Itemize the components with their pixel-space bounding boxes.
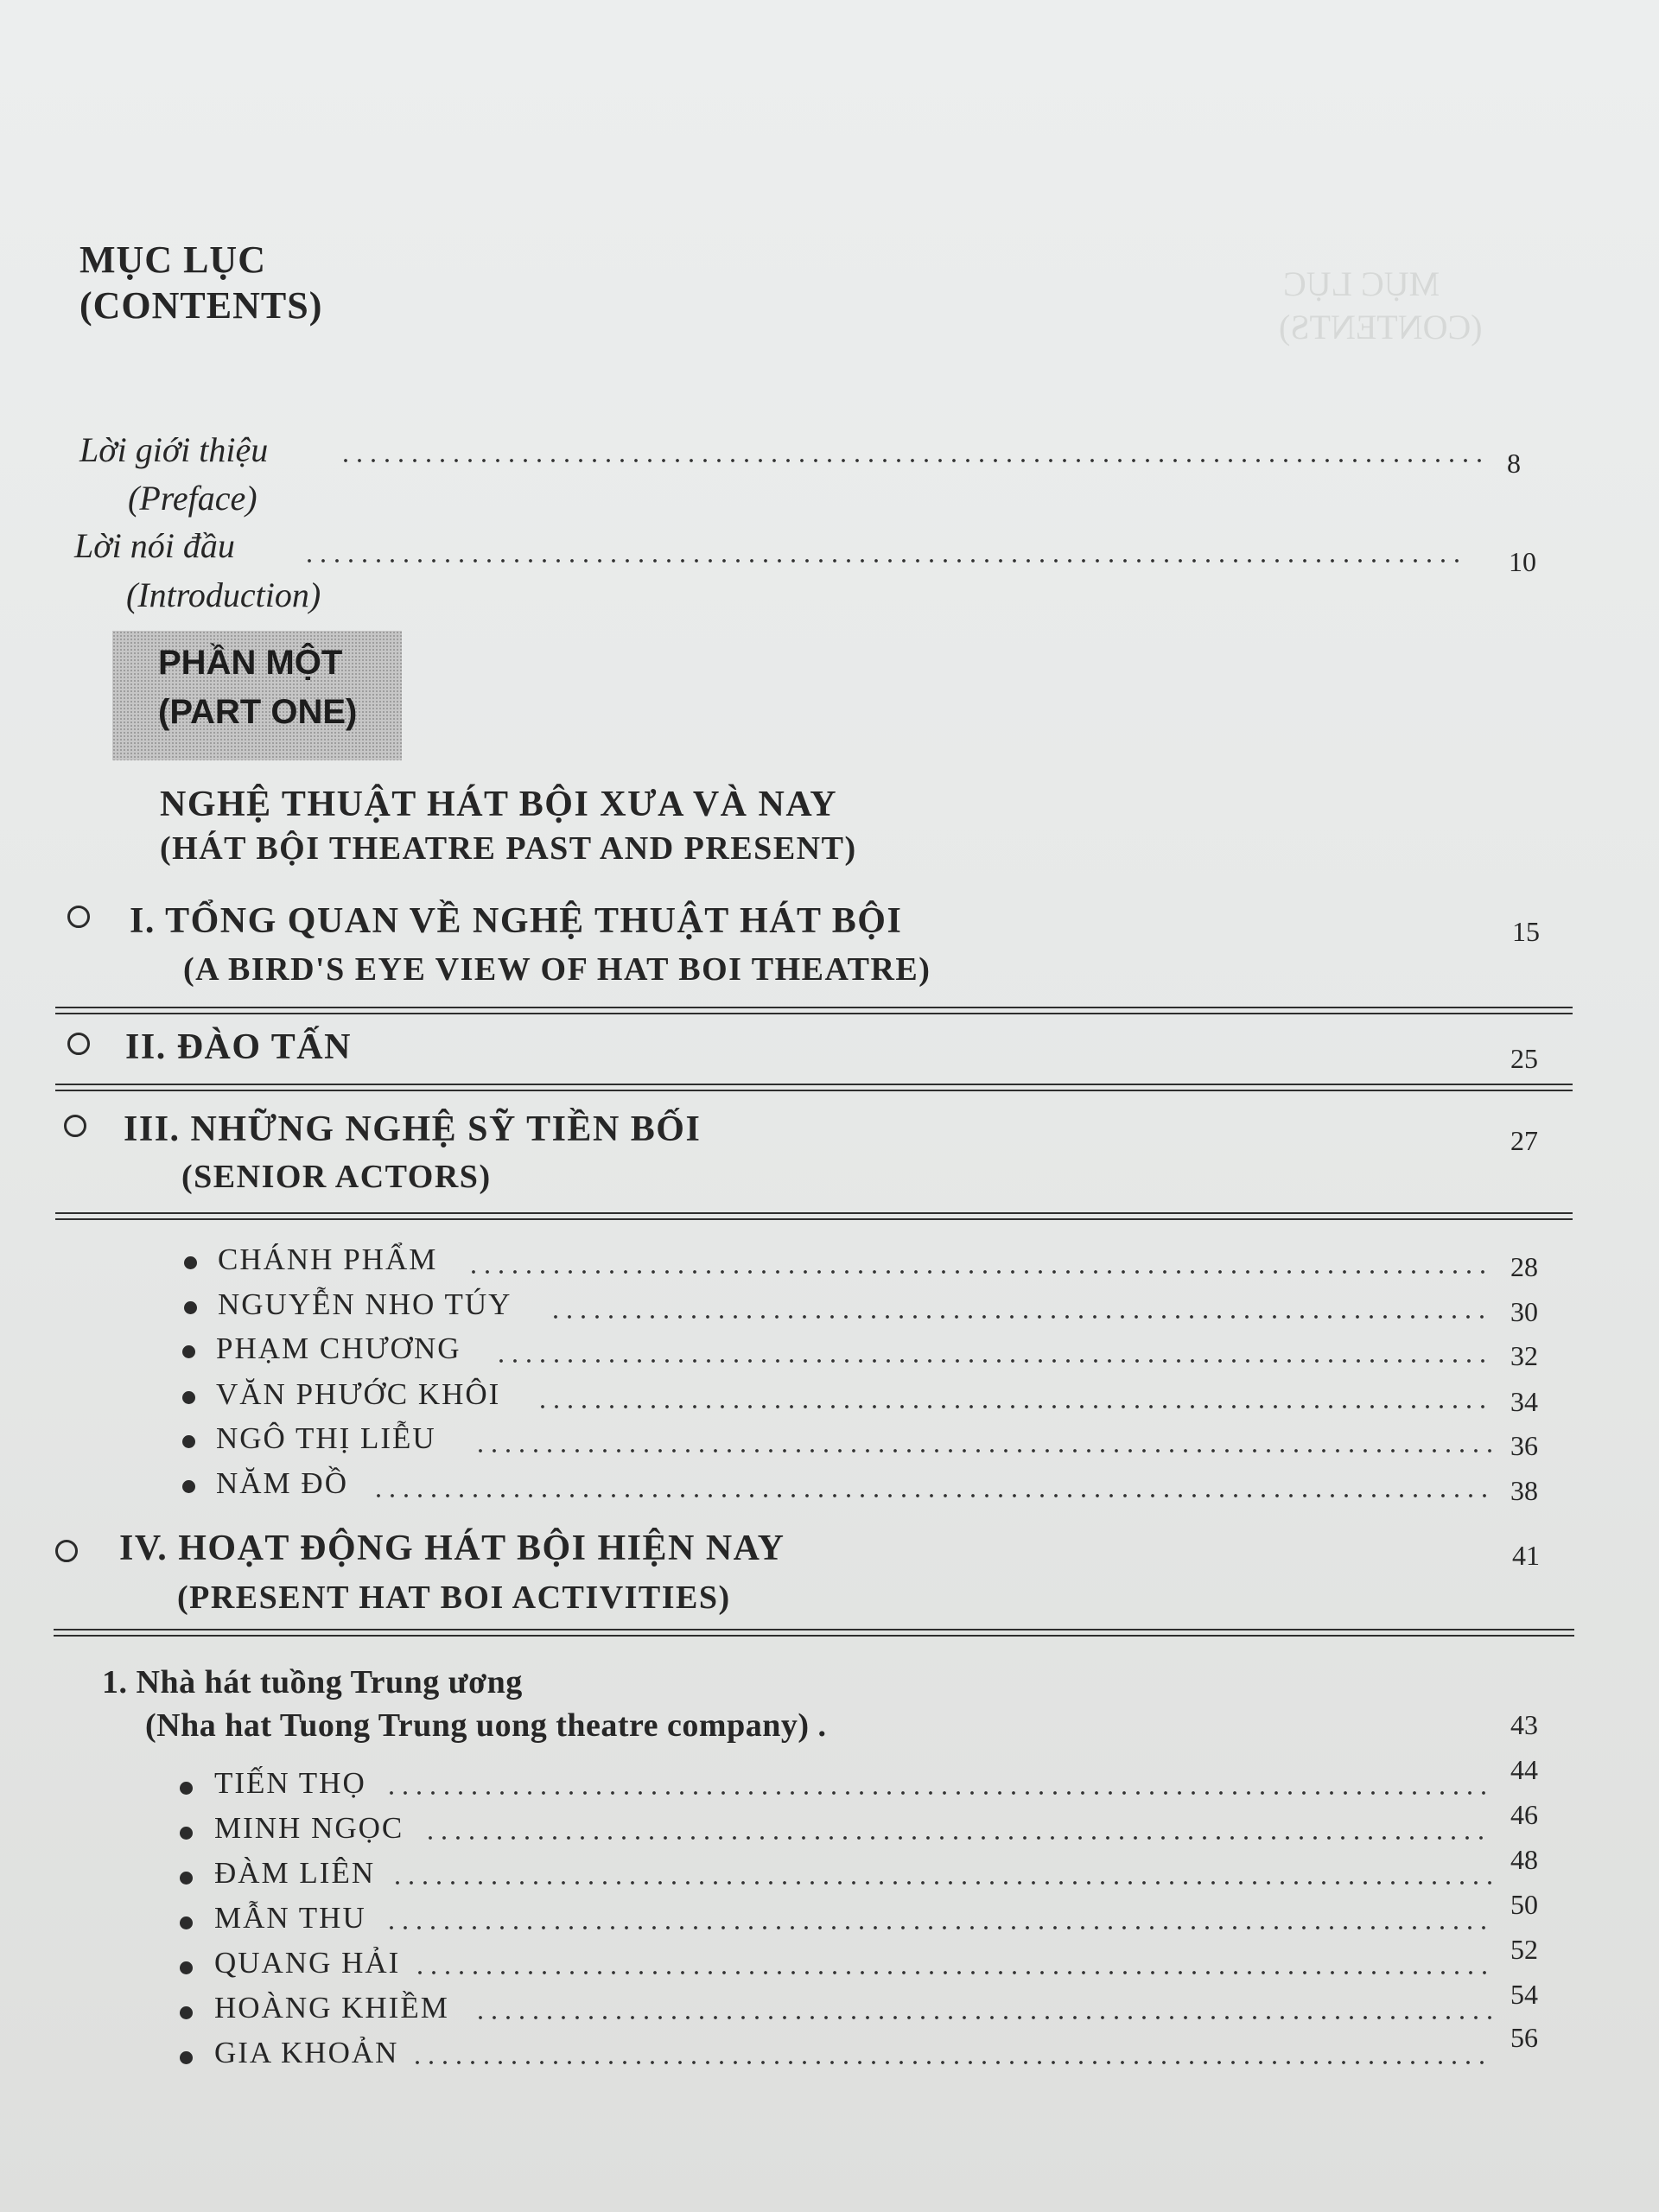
page-subtitle: (CONTENTS) <box>79 284 323 327</box>
page-number: 38 <box>1510 1475 1538 1506</box>
page-number: 34 <box>1510 1386 1538 1417</box>
toc-entry-name: TIẾN THỌ <box>214 1766 366 1800</box>
bullet-icon <box>180 1827 193 1840</box>
chapter-title: II. ĐÀO TẤN <box>125 1027 352 1067</box>
leader-dots <box>302 558 1469 563</box>
page-number: 50 <box>1510 1889 1538 1920</box>
bullet-icon <box>180 2051 193 2064</box>
circle-bullet-icon <box>55 1540 78 1562</box>
bullet-icon <box>180 1961 193 1974</box>
toc-entry-name: MINH NGỌC <box>214 1811 404 1845</box>
chapter-title: IV. HOẠT ĐỘNG HÁT BỘI HIỆN NAY <box>119 1529 785 1568</box>
part-heading-en: (HÁT BỘI THEATRE PAST AND PRESENT) <box>160 830 857 867</box>
toc-entry-name: VĂN PHƯỚC KHÔI <box>216 1377 501 1411</box>
bullet-icon <box>184 1301 197 1314</box>
page-number: 32 <box>1510 1340 1538 1371</box>
show-through-subtitle: (CONTENTS) <box>1279 308 1483 346</box>
leader-dots <box>385 1925 1493 1930</box>
bullet-icon <box>182 1345 195 1358</box>
toc-entry-name: NĂM ĐỒ <box>216 1466 348 1500</box>
page-number: 30 <box>1510 1296 1538 1327</box>
chapter-title: III. NHỮNG NGHỆ SỸ TIỀN BỐI <box>124 1109 702 1149</box>
part-one-label-en: (PART ONE) <box>158 693 358 731</box>
chapter-subtitle: (PRESENT HAT BOI ACTIVITIES) <box>177 1580 731 1616</box>
page-number: 46 <box>1510 1799 1538 1830</box>
bullet-icon <box>184 1256 197 1269</box>
chapter-title: I. TỔNG QUAN VỀ NGHỆ THUẬT HÁT BỘI <box>130 901 903 941</box>
page-number: 28 <box>1510 1251 1538 1282</box>
chapter-subtitle: (A BIRD'S EYE VIEW OF HAT BOI THEATRE) <box>183 951 931 988</box>
toc-entry-introduction-title: Lời nói đầu <box>74 526 235 565</box>
toc-entry-name: CHÁNH PHẨM <box>218 1243 438 1276</box>
leader-dots <box>474 2015 1493 2020</box>
chapter-subtitle: (SENIOR ACTORS) <box>181 1159 492 1195</box>
circle-bullet-icon <box>67 1033 90 1055</box>
section-title: 1. Nhà hát tuồng Trung ương <box>102 1664 523 1700</box>
separator-rule <box>54 1629 1574 1637</box>
circle-bullet-icon <box>64 1115 86 1137</box>
leader-dots <box>410 2060 1493 2065</box>
part-one-label: PHẦN MỘT <box>158 644 343 682</box>
toc-entry-preface-title: Lời giới thiệu <box>79 430 269 469</box>
bullet-icon <box>182 1435 195 1448</box>
separator-rule <box>55 1007 1573 1014</box>
page-number: 48 <box>1510 1844 1538 1875</box>
circle-bullet-icon <box>67 906 90 928</box>
leader-dots <box>467 1269 1491 1274</box>
toc-entry-name: PHẠM CHƯƠNG <box>216 1332 461 1365</box>
toc-entry-name: MẪN THU <box>214 1901 366 1935</box>
leader-dots <box>423 1835 1493 1840</box>
bullet-icon <box>180 2006 193 2019</box>
leader-dots <box>536 1404 1493 1409</box>
bullet-icon <box>180 1782 193 1795</box>
leader-dots <box>549 1314 1493 1319</box>
section-subtitle: (Nha hat Tuong Trung uong theatre company) . <box>145 1707 827 1744</box>
leader-dots <box>372 1493 1493 1498</box>
page-number: 44 <box>1510 1754 1538 1785</box>
page-number: 36 <box>1510 1430 1538 1461</box>
bullet-icon <box>182 1480 195 1493</box>
page-number: 54 <box>1510 1979 1538 2010</box>
separator-rule <box>55 1084 1573 1091</box>
toc-entry-name: GIA KHOẢN <box>214 2036 399 2069</box>
leader-dots <box>494 1358 1493 1363</box>
toc-entry-name: NGUYỄN NHO TÚY <box>218 1287 512 1321</box>
page-title: MỤC LỤC <box>79 238 266 281</box>
leader-dots <box>391 1880 1493 1885</box>
bullet-icon <box>180 1916 193 1929</box>
page-number: 15 <box>1512 916 1540 947</box>
bullet-icon <box>180 1872 193 1885</box>
show-through-title: MỤC LỤC <box>1283 264 1440 303</box>
toc-entry-name: NGÔ THỊ LIỄU <box>216 1421 436 1455</box>
toc-entry-name: QUANG HẢI <box>214 1946 401 1980</box>
page-number: 52 <box>1510 1934 1538 1965</box>
page-number: 56 <box>1510 2022 1538 2053</box>
bullet-icon <box>182 1391 195 1404</box>
page-number: 8 <box>1507 448 1521 479</box>
leader-dots <box>413 1970 1493 1975</box>
toc-entry-preface-subtitle: (Preface) <box>128 479 257 518</box>
separator-rule <box>55 1212 1573 1220</box>
toc-entry-name: HOÀNG KHIỀM <box>214 1991 449 2024</box>
page-number: 43 <box>1510 1709 1538 1740</box>
page-number: 27 <box>1510 1125 1538 1156</box>
page-number: 10 <box>1509 546 1536 577</box>
toc-entry-introduction-subtitle: (Introduction) <box>126 575 321 614</box>
part-heading: NGHỆ THUẬT HÁT BỘI XƯA VÀ NAY <box>160 785 838 824</box>
leader-dots <box>339 458 1481 463</box>
leader-dots <box>385 1790 1493 1796</box>
leader-dots <box>474 1448 1493 1453</box>
toc-entry-name: ĐÀM LIÊN <box>214 1856 376 1890</box>
page-number: 25 <box>1510 1043 1538 1074</box>
page-number: 41 <box>1512 1540 1540 1571</box>
